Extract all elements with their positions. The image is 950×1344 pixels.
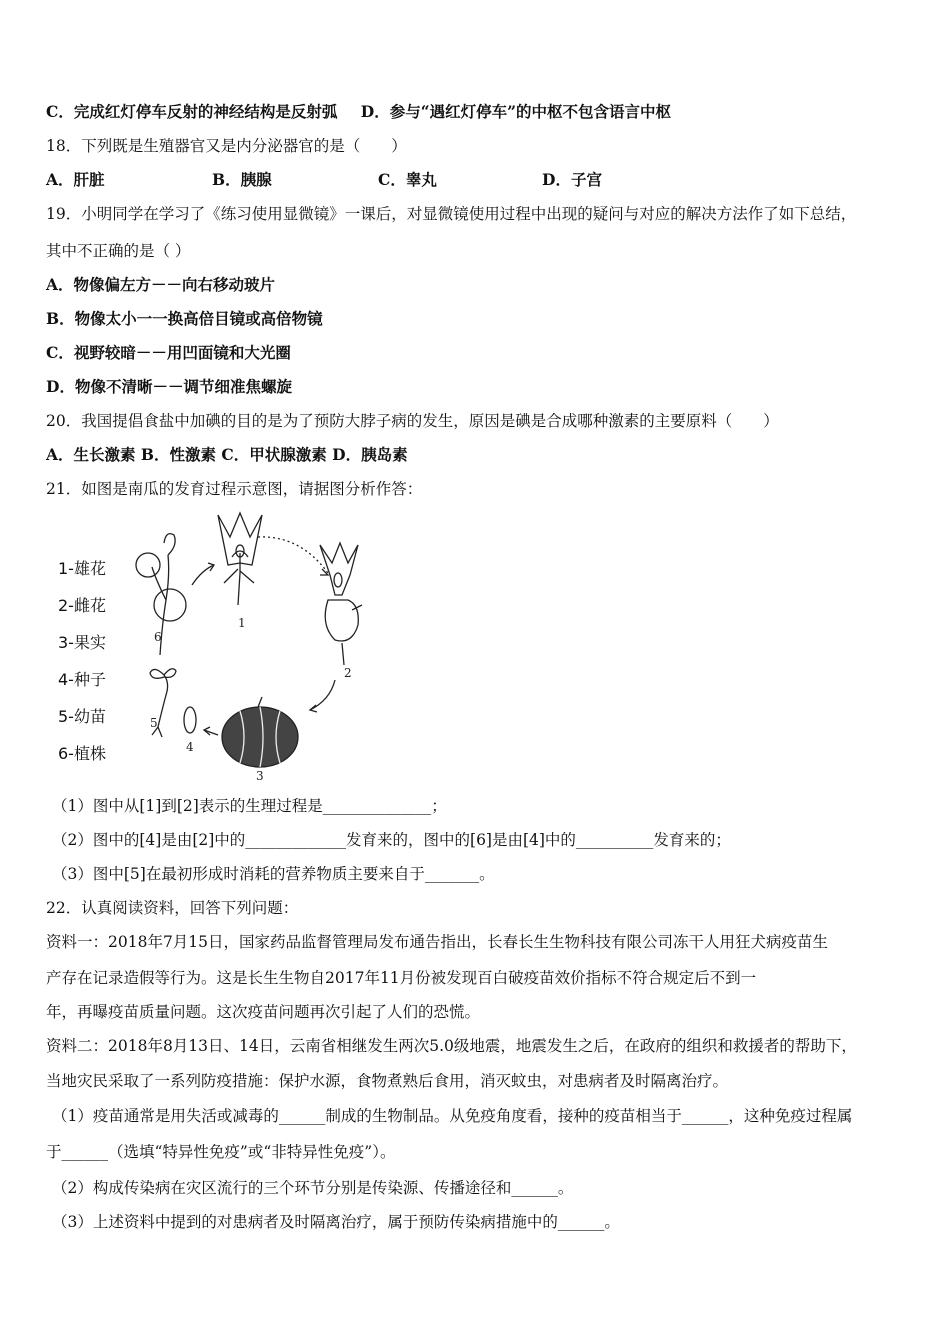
q19-option-d: D．物像不清晰－－调节细准焦螺旋 — [46, 377, 292, 396]
legend-item: 5-幼苗 — [58, 707, 106, 726]
growth-arrow — [310, 680, 335, 710]
q21-sub2: （2）图中的[4]是由[2]中的_____________发育来的，图中的[6]是由[4]中的__________发育来的； — [52, 831, 731, 849]
q20-options: A．生长激素 B．性激素 C．甲状腺激素 D．胰岛素 — [46, 445, 408, 464]
q22-material1-line1: 资料一：2018年7月15日，国家药品监督管理局发布通告指出，长春长生生物科技有限公司冻干人用狂犬病疫苗生 — [46, 933, 829, 951]
q22-sub3: （3）上述资料中提到的对患病者及时隔离治疗，属于预防传染病措施中的______。 — [52, 1213, 620, 1231]
q17-options-cd — [46, 102, 671, 122]
q21-stem: 21．如图是南瓜的发育过程示意图，请据图分析作答： — [46, 480, 423, 498]
legend-item: 4-种子 — [58, 670, 106, 689]
q19-option-a: A．物像偏左方－－向右移动玻片 — [46, 275, 276, 294]
figure-label-3: 3 — [256, 769, 264, 780]
figure-label-5: 5 — [150, 716, 158, 730]
q19-option-c: C．视野较暗－－用凹面镜和大光圈 — [46, 343, 291, 362]
q22-sub2: （2）构成传染病在灾区流行的三个环节分别是传染源、传播途径和______。 — [52, 1179, 574, 1197]
q22-stem: 22．认真阅读资料，回答下列问题： — [46, 899, 299, 917]
q18-option-d: D．子宫 — [542, 170, 602, 189]
q21-sub1: （1）图中从[1]到[2]表示的生理过程是______________； — [52, 797, 447, 815]
q22-material1-line3: 年，再曝疫苗质量问题。这次疫苗问题再次引起了人们的恐慌。 — [46, 1003, 481, 1021]
figure-label-2: 2 — [344, 666, 352, 680]
pumpkin-drawing — [222, 697, 298, 767]
q18-option-b: B．胰腺 — [212, 170, 272, 189]
q19-stem-line1: 19．小明同学在学习了《练习使用显微镜》一课后，对显微镜使用过程中出现的疑问与对应的解决方法作了如下总结， — [46, 205, 857, 223]
q22-material2-line2: 当地灾民采取了一系列防疫措施：保护水源，食物煮熟后食用，消灭蚊虫，对患病者及时隔离治疗。 — [46, 1072, 729, 1090]
pollination-arrow — [258, 537, 328, 573]
q21-sub3: （3）图中[5]在最初形成时消耗的营养物质主要来自于_______。 — [52, 865, 495, 883]
arrow — [192, 565, 214, 585]
q22-material1-line2: 产存在记录造假等行为。这是长生生物自2017年11月份被发现百白破疫苗效价指标不符合规定后不到一 — [46, 969, 757, 987]
legend-item: 6-植株 — [58, 744, 106, 763]
legend-item: 3-果实 — [58, 633, 106, 652]
q17-option-d: D．参与“遇红灯停车”的中枢不包含语言中枢 — [360, 102, 672, 121]
q19-option-b: B．物像太小一一换高倍目镜或高倍物镜 — [46, 309, 323, 328]
male-flower-drawing — [218, 513, 262, 605]
female-flower-drawing — [320, 543, 362, 665]
q18-option-c: C．睾丸 — [378, 170, 437, 189]
q20-stem: 20．我国提倡食盐中加碘的目的是为了预防大脖子病的发生，原因是碘是合成哪种激素的主要原料（ ） — [46, 412, 779, 430]
figure-label-1: 1 — [238, 616, 246, 630]
pumpkin-development-diagram — [130, 505, 370, 780]
q19-stem-line2: 其中不正确的是（ ） — [46, 242, 191, 260]
legend-item: 1-雄花 — [58, 559, 106, 578]
q18-option-a: A．肝脏 — [46, 170, 105, 189]
figure-label-6: 6 — [154, 630, 162, 644]
q17-option-c: C．完成红灯停车反射的神经结构是反射弧 — [46, 102, 338, 121]
q22-material2-line1: 资料二：2018年8月13日、14日，云南省相继发生两次5.0级地震，地震发生之后，在政府的组织和救援者的帮助下， — [46, 1037, 857, 1055]
figure-label-4: 4 — [186, 740, 194, 754]
q22-sub1-line1: （1）疫苗通常是用失活或减毒的______制成的生物制品。从免疫角度看，接种的疫苗相当于______，这种免疫过程属 — [52, 1107, 853, 1125]
q18-stem: 18．下列既是生殖器官又是内分泌器官的是（ ） — [46, 137, 407, 155]
legend-item: 2-雌花 — [58, 596, 106, 615]
q22-sub1-line2: 于______（选填“特异性免疫”或“非特异性免疫”）。 — [46, 1143, 396, 1161]
seed-drawing — [184, 707, 196, 733]
